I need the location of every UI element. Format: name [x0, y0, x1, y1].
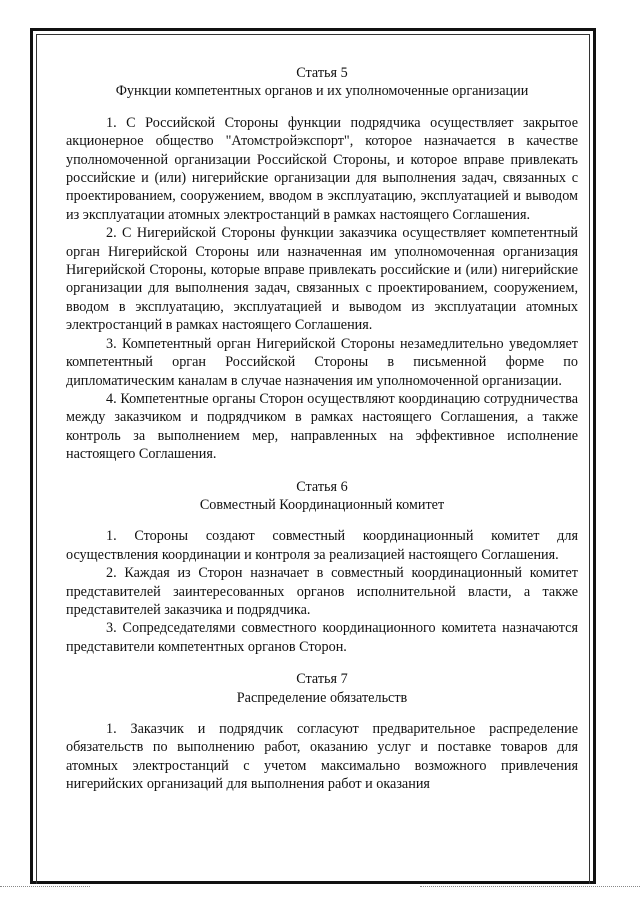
article-5-paragraph-4: 4. Компетентные органы Сторон осуществляют координацию сотрудничества между заказчиком и подрядчиком в рамках настоящего Соглашения, а также контроль за выполнением мер, направленных на эффективное исполнение настоящего Соглашения. — [66, 390, 578, 463]
article-6-title: Совместный Координационный комитет — [199, 496, 445, 513]
scan-edge-mark-right — [420, 886, 640, 887]
article-6-paragraph-2: 2. Каждая из Сторон назначает в совместный координационный комитет представителей заинтересованных органов исполнительной власти, а также представителей заказчика и подрядчика. — [66, 565, 578, 618]
scan-edge-mark-left — [0, 886, 90, 887]
article-7-paragraph-1: 1. Заказчик и подрядчик согласуют предварительное распределение обязательств по выполнению работ, оказанию услуг и поставке товаров для атомных электростанций с учетом максимально возможного привлечения нигерийских организаций для выполнения работ и оказания — [66, 721, 578, 793]
article-5-heading: Статья 5 — [296, 65, 348, 81]
article-5-paragraph-1: 1. С Российской Стороны функции подрядчика осуществляет закрытое акционерное общество "Атомстройэкспорт", которое назначается в качестве уполномоченной организации Российской Стороны, и которое вправе привлекать российские и (или) нигерийские организации для выполнения задач, связанных с проектированием, сооружением, вводом в эксплуатацию, эксплуатацией и выводом из эксплуатации атомных электростанций в рамках настоящего Соглашения. — [66, 114, 578, 223]
article-5-paragraph-2: 2. С Нигерийской Стороны функции заказчика осуществляет компетентный орган Нигерийской Стороны или назначенная им уполномоченная организация Нигерийской Стороны, которые вправе привлекать российские и (или) нигерийские организации для выполнения задач, связанных с проектированием, сооружением, вводом в эксплуатацию, эксплуатацией и выводом из эксплуатации атомных электростанций в рамках настоящего Соглашения. — [66, 225, 578, 334]
article-6-paragraph-3: 3. Сопредседателями совместного координационного комитета назначаются представители компетентных органов Сторон. — [66, 620, 578, 655]
article-5-title: Функции компетентных органов и их уполномоченные организации — [115, 83, 529, 100]
article-6-paragraph-1: 1. Стороны создают совместный координационный комитет для осуществления координации и контроля за реализацией настоящего Соглашения. — [66, 528, 578, 563]
article-7-heading: Статья 7 — [296, 671, 348, 688]
document-body — [66, 64, 578, 794]
article-6-heading: Статья 6 — [296, 478, 348, 495]
article-5-paragraph-3: 3. Компетентный орган Нигерийской Стороны незамедлительно уведомляет компетентный орган Российской Стороны в письменной форме по дипломатическим каналам в случае назначения им уполномоченной организации. — [66, 335, 578, 389]
article-7-title: Распределение обязательств — [236, 689, 408, 706]
